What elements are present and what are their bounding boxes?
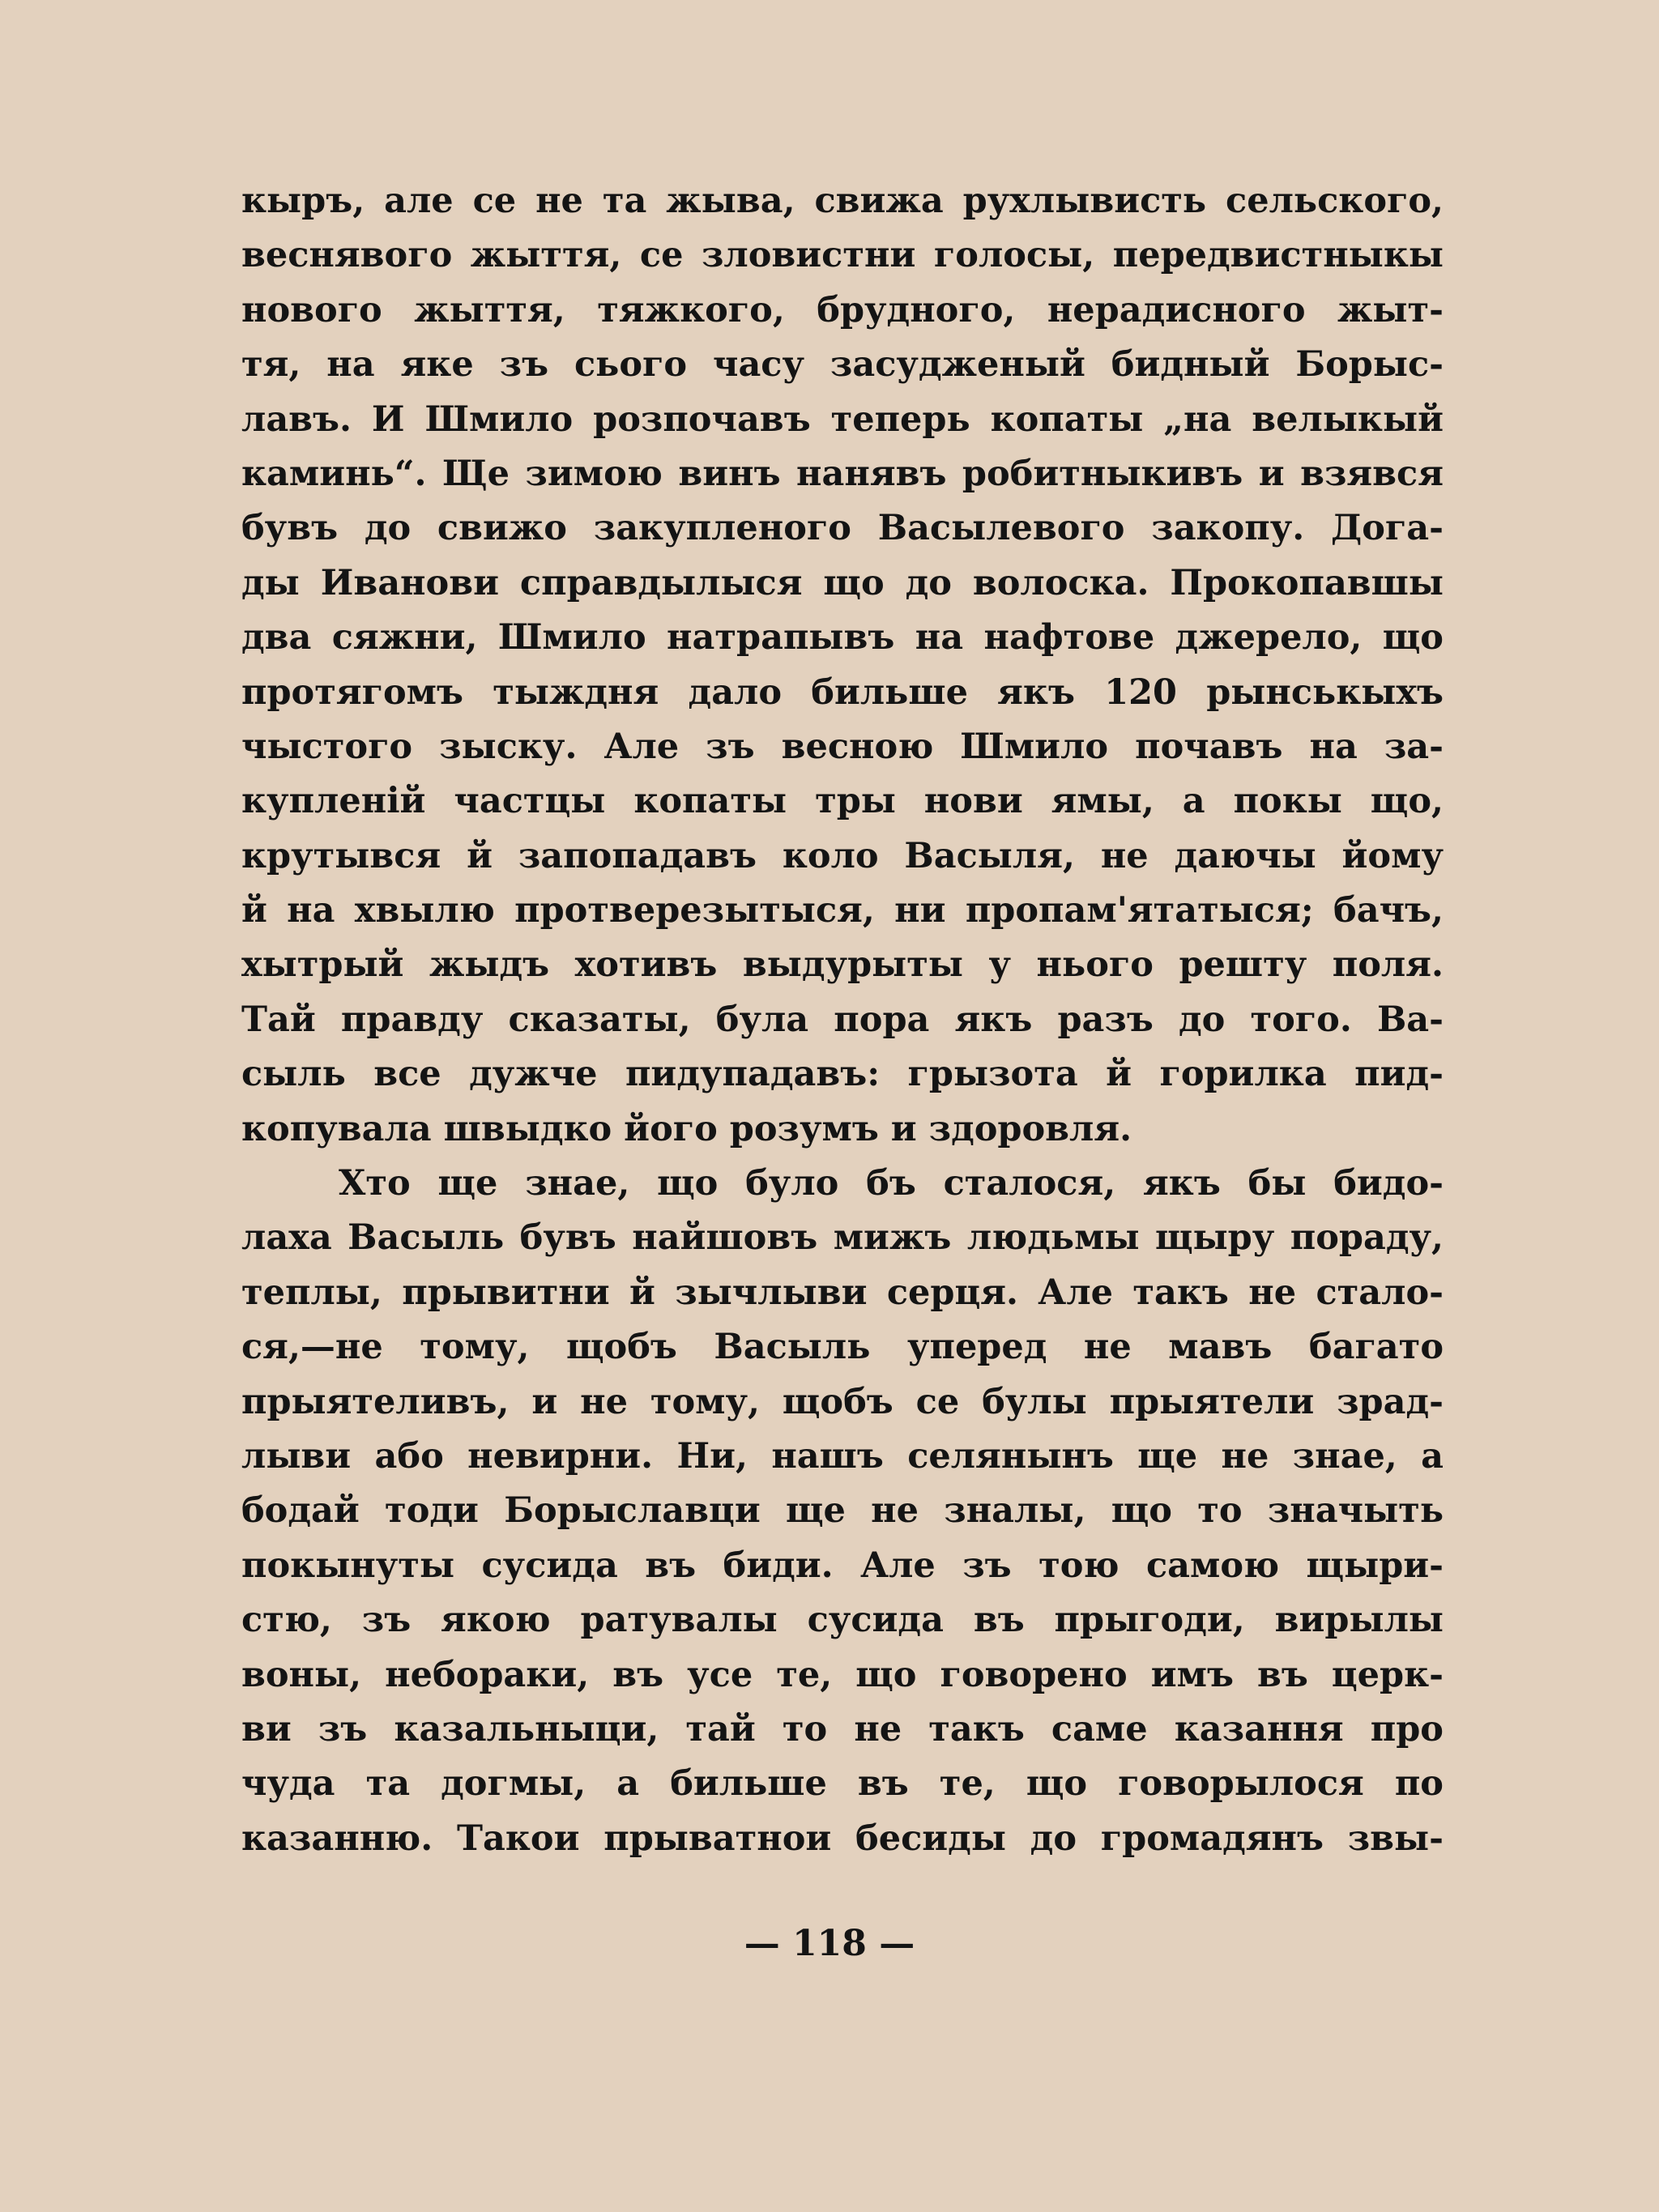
- text-line: лаха Васыль бувъ найшовъ мижъ людьмы щыру пораду,: [241, 1217, 1444, 1259]
- text-line: кыръ, але се не та жыва, свижа рухлывисть сельского,: [241, 181, 1444, 221]
- text-line: копувала швыдко його розумъ и здоровля.: [241, 1108, 1132, 1149]
- text-line: хытрый жыдъ хотивъ выдурыты у нього решту поля.: [241, 944, 1444, 986]
- page-number: — 118 —: [744, 1923, 915, 1964]
- text-line: й на хвылю протверезытыся, ни пропам'ятатыся; бачъ,: [241, 890, 1444, 931]
- text-line: казанню. Такои прыватнои бесиды до громадянъ звы-: [241, 1818, 1444, 1859]
- text-line: два сяжни, Шмило натрапывъ на нафтове джерело, що: [241, 617, 1444, 658]
- text-line: крутывся й запопадавъ коло Васыля, не даючы йому: [241, 835, 1444, 876]
- paragraph-1: [241, 174, 1444, 1157]
- text-line: ся,—не тому, щобъ Васыль уперед не мавъ багато: [241, 1327, 1444, 1368]
- text-line: протягомъ тыждня дало бильше якъ 120 рынськыхъ: [241, 671, 1444, 713]
- text-line: стю, зъ якою ратувалы сусида въ прыгоди, вирылы: [241, 1600, 1444, 1641]
- text-line: ви зъ казальныци, тай то не такъ саме казання про: [241, 1708, 1444, 1750]
- text-line: лыви або невирни. Ни, нашъ селянынъ ще не знае, а: [241, 1435, 1444, 1477]
- text-line: Хто ще знае, що було бъ сталося, якъ бы бидо-: [339, 1163, 1444, 1204]
- text-line: сыль все дужче пидупадавъ: грызота й горилка пид-: [241, 1054, 1444, 1095]
- text-line: прыятеливъ, и не тому, щобъ се булы прыятели зрад-: [241, 1381, 1444, 1422]
- text-line: Тай правду сказаты, була пора якъ разъ до того. Ва-: [241, 999, 1444, 1040]
- paragraph-2: [241, 1157, 1444, 1866]
- text-line: лавъ. И Шмило розпочавъ теперь копаты „на велыкый: [241, 399, 1444, 440]
- text-line: купленій частцы копаты тры нови ямы, а покы що,: [241, 781, 1444, 822]
- text-line: чыстого зыску. Але зъ весною Шмило почавъ на за-: [241, 726, 1444, 767]
- text-line: тя, на яке зъ сього часу засудженый бидный Борыс-: [241, 344, 1444, 386]
- text-line: бувъ до свижо закупленого Васылевого закопу. Дога-: [241, 508, 1444, 549]
- text-line: теплы, прывитни й зычлыви серця. Але такъ не стало-: [241, 1272, 1444, 1313]
- text-line: каминь“. Ще зимою винъ нанявъ робитныкивъ и взявся: [241, 453, 1444, 494]
- text-line: покынуты сусида въ биди. Але зъ тою самою щыри-: [241, 1545, 1444, 1586]
- text-line: нового жыття, тяжкого, брудного, нерадисного жыт-: [241, 289, 1444, 330]
- text-line: ды Иванови справдылыся що до волоска. Прокопавшы: [241, 562, 1444, 603]
- text-line: воны, небораки, въ усе те, що говорено имъ въ церк-: [241, 1654, 1444, 1695]
- text-line: веснявого жыття, се зловистни голосы, передвистныкы: [241, 235, 1444, 276]
- text-line: чуда та догмы, а бильше въ те, що говорылося по: [241, 1763, 1444, 1805]
- body-text: [241, 174, 1444, 1866]
- text-line: бодай тоди Борыславци ще не зналы, що то значыть: [241, 1490, 1444, 1532]
